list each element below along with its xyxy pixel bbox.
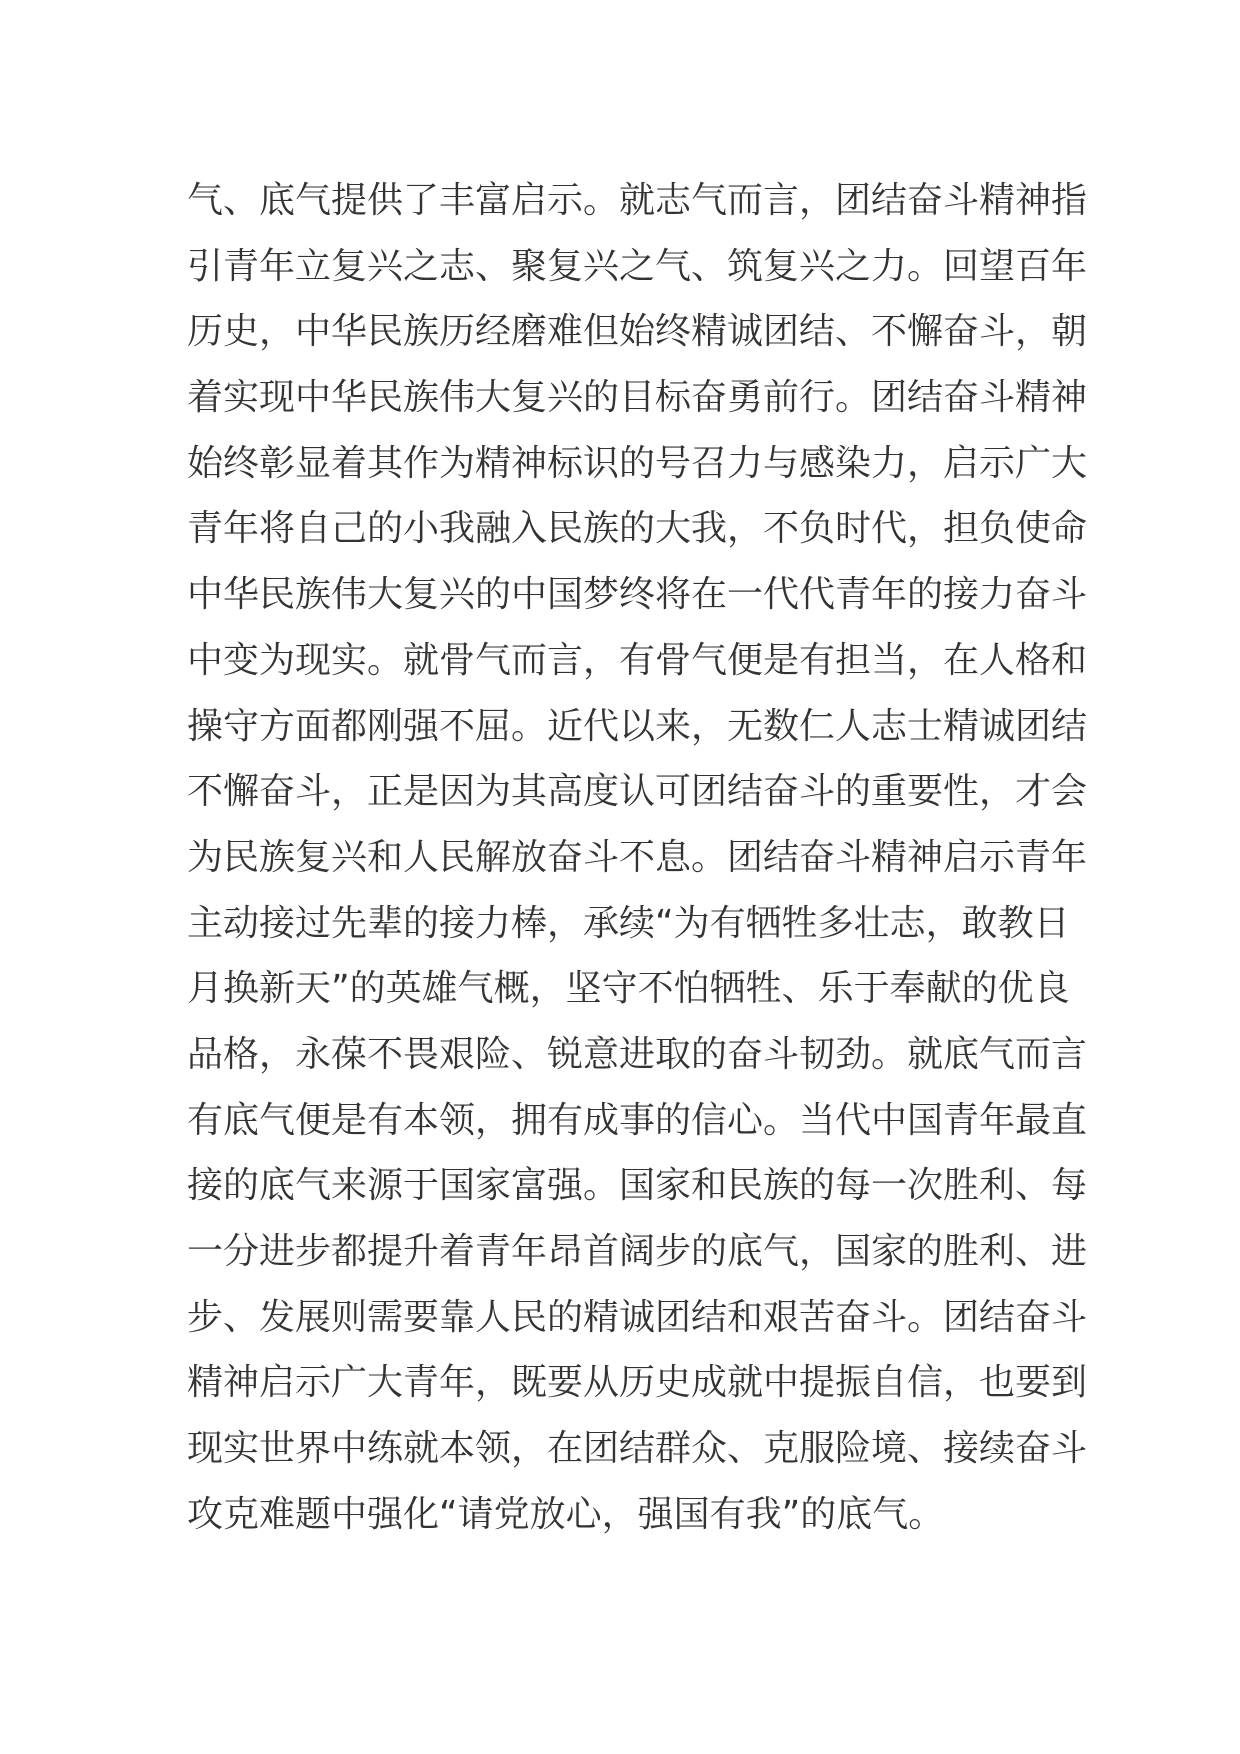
text-line: 有底气便是有本领，拥有成事的信心。当代中国青年最直 xyxy=(187,1099,1088,1141)
text-line: 步、发展则需要靠人民的精诚团结和艰苦奋斗。团结奋斗 xyxy=(187,1296,1088,1338)
text-line: 青年将自己的小我融入民族的大我，不负时代，担负使命 xyxy=(187,508,1088,550)
text-line: 主动接过先辈的接力棒，承续“为有牺牲多壮志，敢教日 xyxy=(187,902,1070,944)
text-line: 气、底气提供了丰富启示。就志气而言，团结奋斗精神指 xyxy=(187,180,1088,221)
text-line: 不懈奋斗，正是因为其高度认可团结奋斗的重要性，才会 xyxy=(187,771,1088,813)
text-line: 引青年立复兴之志、聚复兴之气、筑复兴之力。回望百年 xyxy=(187,245,1088,287)
text-line: 品格，永葆不畏艰险、锐意进取的奋斗韧劲。就底气而言 xyxy=(187,1033,1088,1075)
body-paragraph xyxy=(187,168,1088,1547)
text-line: 历史，中华民族历经磨难但始终精诚团结、不懈奋斗，朝 xyxy=(187,311,1088,353)
text-line: 中变为现实。就骨气而言，有骨气便是有担当，在人格和 xyxy=(187,639,1088,681)
text-line: 现实世界中练就本领，在团结群众、克服险境、接续奋斗 xyxy=(187,1428,1088,1470)
text-line: 始终彰显着其作为精神标识的号召力与感染力，启示广大 xyxy=(187,442,1088,484)
text-line: 接的底气来源于国家富强。国家和民族的每一次胜利、每 xyxy=(187,1165,1088,1207)
text-line: 为民族复兴和人民解放奋斗不息。团结奋斗精神启示青年 xyxy=(187,836,1088,878)
text-line: 精神启示广大青年，既要从历史成就中提振自信，也要到 xyxy=(187,1362,1088,1404)
text-line: 攻克难题中强化“请党放心，强国有我”的底气。 xyxy=(187,1493,945,1535)
text-line: 一分进步都提升着青年昂首阔步的底气，国家的胜利、进 xyxy=(187,1231,1088,1272)
text-line: 月换新天”的英雄气概，坚守不怕牺牲、乐于奉献的优良 xyxy=(187,968,1070,1010)
text-line: 中华民族伟大复兴的中国梦终将在一代代青年的接力奋斗 xyxy=(187,574,1088,616)
text-line: 着实现中华民族伟大复兴的目标奋勇前行。团结奋斗精神 xyxy=(187,377,1088,419)
text-line: 操守方面都刚强不屈。近代以来，无数仁人志士精诚团结 xyxy=(187,705,1088,747)
